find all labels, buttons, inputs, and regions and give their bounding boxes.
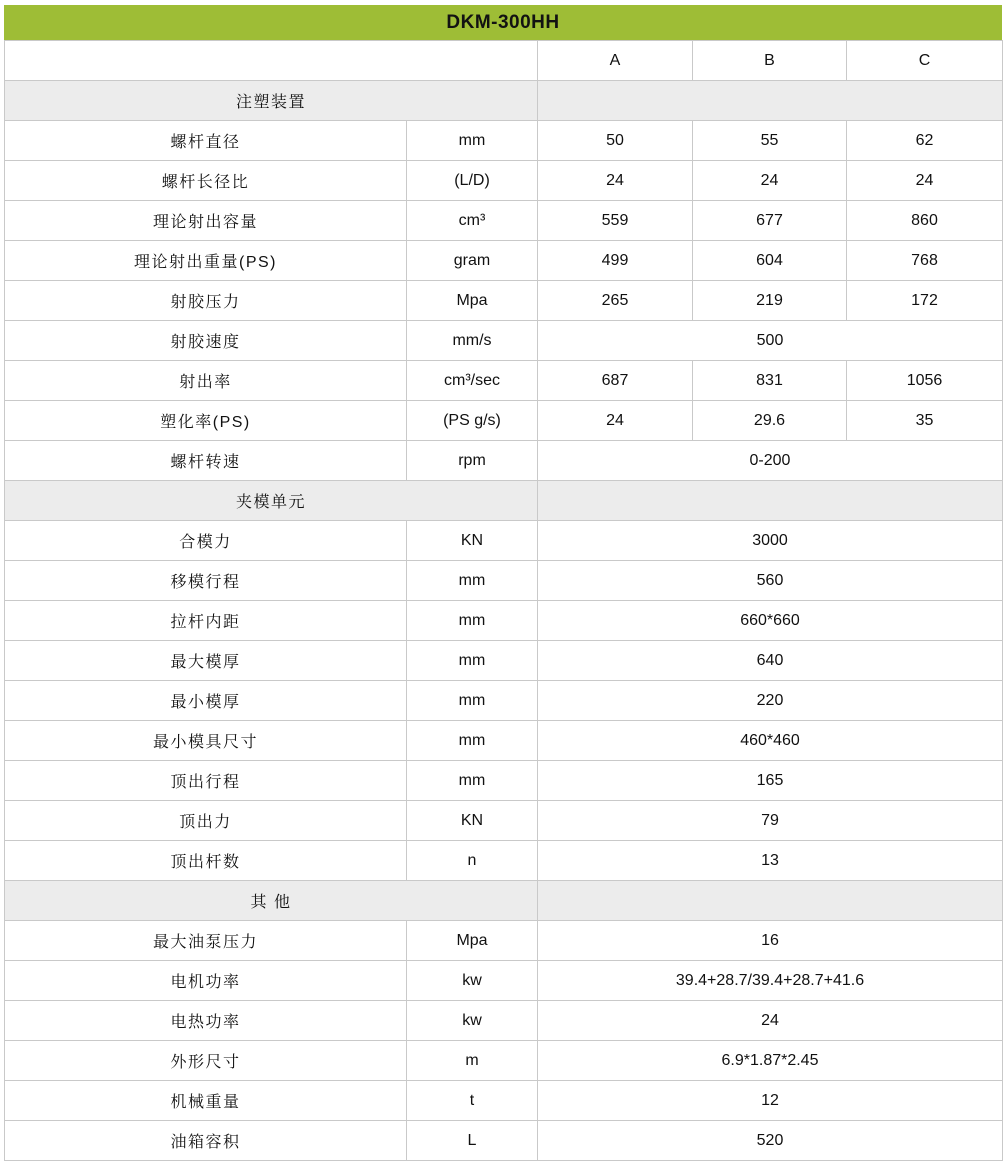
param-label: 移模行程 [5,561,407,601]
spec-row [5,281,1003,321]
param-value-c: 172 [847,281,1003,321]
column-header-row [5,41,1003,81]
spec-row [5,121,1003,161]
section-filler [538,481,1003,521]
param-label: 螺杆长径比 [5,161,407,201]
spec-row [5,961,1003,1001]
param-value-all: 560 [538,561,1003,601]
param-value-all: 79 [538,801,1003,841]
param-value-a: 687 [538,361,693,401]
param-value-a: 559 [538,201,693,241]
param-unit: kw [407,1001,538,1041]
section-header-row [5,81,1003,121]
spec-row [5,801,1003,841]
param-unit: cm³/sec [407,361,538,401]
param-value-all: 24 [538,1001,1003,1041]
param-value-b: 677 [693,201,847,241]
param-unit: mm/s [407,321,538,361]
param-label: 电机功率 [5,961,407,1001]
section-header-row [5,481,1003,521]
param-value-c: 35 [847,401,1003,441]
param-unit: (L/D) [407,161,538,201]
spec-row [5,441,1003,481]
param-unit: KN [407,521,538,561]
param-label: 射出率 [5,361,407,401]
section-title: 夹模单元 [5,481,538,521]
param-unit: mm [407,761,538,801]
spec-row [5,521,1003,561]
spec-table-body [5,81,1003,1161]
section-title: 其 他 [5,881,538,921]
param-value-b: 831 [693,361,847,401]
param-value-all: 640 [538,641,1003,681]
column-header-c: C [847,41,1003,81]
param-unit: mm [407,721,538,761]
param-value-c: 24 [847,161,1003,201]
param-value-b: 604 [693,241,847,281]
param-label: 螺杆直径 [5,121,407,161]
spec-row [5,721,1003,761]
param-value-a: 24 [538,161,693,201]
param-label: 螺杆转速 [5,441,407,481]
spec-table [4,40,1003,1161]
param-unit: KN [407,801,538,841]
model-title: DKM-300HH [446,12,560,33]
param-value-b: 219 [693,281,847,321]
param-unit: mm [407,121,538,161]
param-value-all: 6.9*1.87*2.45 [538,1041,1003,1081]
param-value-b: 24 [693,161,847,201]
param-unit: cm³ [407,201,538,241]
column-header-a: A [538,41,693,81]
column-header-spacer [5,41,538,81]
spec-row [5,201,1003,241]
model-title-bar [4,5,1002,40]
param-label: 顶出杆数 [5,841,407,881]
param-label: 最大油泵压力 [5,921,407,961]
param-label: 机械重量 [5,1081,407,1121]
spec-row [5,681,1003,721]
param-label: 射胶速度 [5,321,407,361]
param-value-all: 13 [538,841,1003,881]
section-title: 注塑装置 [5,81,538,121]
param-label: 拉杆内距 [5,601,407,641]
param-unit: n [407,841,538,881]
param-value-c: 768 [847,241,1003,281]
spec-row [5,1121,1003,1161]
param-unit: kw [407,961,538,1001]
param-label: 外形尺寸 [5,1041,407,1081]
param-unit: rpm [407,441,538,481]
param-unit: Mpa [407,281,538,321]
section-filler [538,881,1003,921]
param-value-all: 460*460 [538,721,1003,761]
param-label: 合模力 [5,521,407,561]
param-value-a: 50 [538,121,693,161]
param-value-all: 39.4+28.7/39.4+28.7+41.6 [538,961,1003,1001]
spec-row [5,761,1003,801]
param-value-all: 12 [538,1081,1003,1121]
spec-row [5,1041,1003,1081]
param-value-all: 500 [538,321,1003,361]
param-unit: mm [407,641,538,681]
spec-row [5,1001,1003,1041]
section-header-row [5,881,1003,921]
column-header-b: B [693,41,847,81]
param-value-all: 220 [538,681,1003,721]
param-value-b: 55 [693,121,847,161]
spec-row [5,641,1003,681]
param-label: 顶出行程 [5,761,407,801]
param-unit: (PS g/s) [407,401,538,441]
spec-row [5,161,1003,201]
spec-row [5,561,1003,601]
param-value-a: 499 [538,241,693,281]
param-value-all: 0-200 [538,441,1003,481]
param-label: 最小模厚 [5,681,407,721]
param-label: 油箱容积 [5,1121,407,1161]
spec-row [5,921,1003,961]
param-unit: m [407,1041,538,1081]
param-value-all: 3000 [538,521,1003,561]
param-value-all: 16 [538,921,1003,961]
param-unit: t [407,1081,538,1121]
spec-row [5,241,1003,281]
param-value-c: 860 [847,201,1003,241]
spec-row [5,361,1003,401]
param-value-c: 1056 [847,361,1003,401]
spec-row [5,841,1003,881]
param-unit: mm [407,601,538,641]
param-unit: gram [407,241,538,281]
section-filler [538,81,1003,121]
param-label: 理论射出重量(PS) [5,241,407,281]
param-value-all: 165 [538,761,1003,801]
param-value-a: 265 [538,281,693,321]
param-value-all: 660*660 [538,601,1003,641]
param-label: 最小模具尺寸 [5,721,407,761]
param-label: 射胶压力 [5,281,407,321]
param-label: 最大模厚 [5,641,407,681]
param-value-a: 24 [538,401,693,441]
param-label: 电热功率 [5,1001,407,1041]
param-unit: mm [407,681,538,721]
spec-row [5,1081,1003,1121]
param-unit: Mpa [407,921,538,961]
param-label: 顶出力 [5,801,407,841]
param-value-all: 520 [538,1121,1003,1161]
param-unit: mm [407,561,538,601]
param-label: 塑化率(PS) [5,401,407,441]
spec-row [5,321,1003,361]
param-unit: L [407,1121,538,1161]
param-value-b: 29.6 [693,401,847,441]
param-label: 理论射出容量 [5,201,407,241]
spec-row [5,601,1003,641]
spec-row [5,401,1003,441]
param-value-c: 62 [847,121,1003,161]
